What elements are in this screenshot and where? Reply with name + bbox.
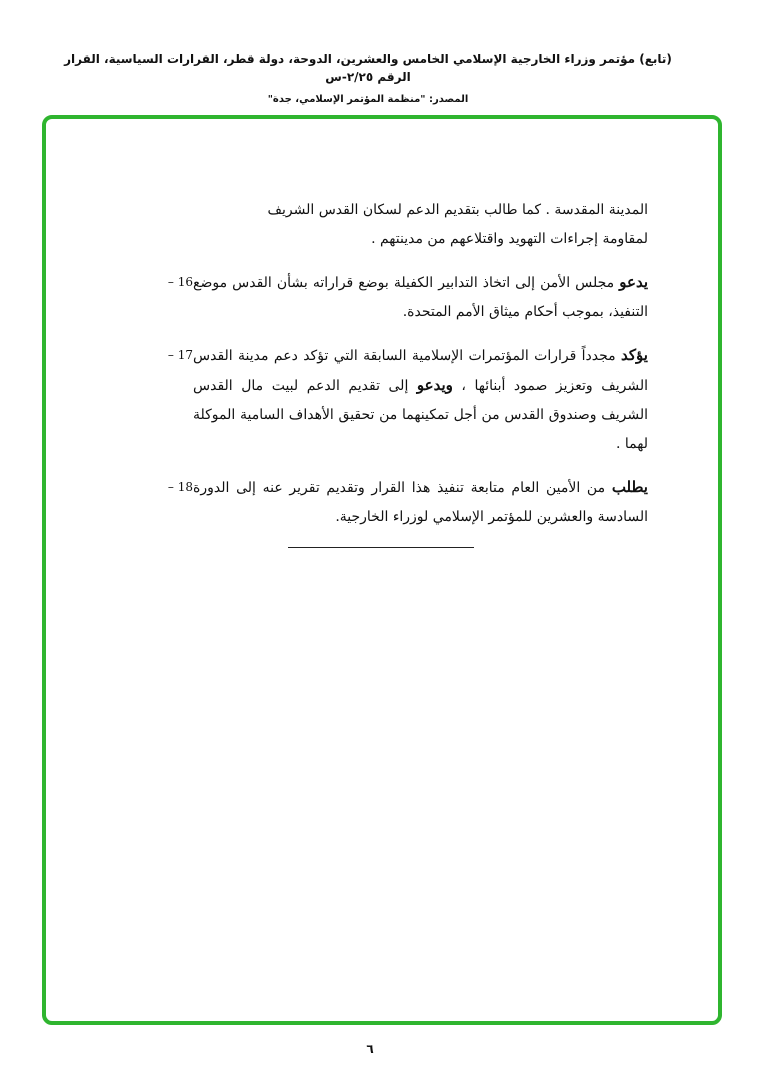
clause-17 — [136, 341, 648, 459]
clause-body: من الأمين العام متابعة تنفيذ هذا القرار وتقديم تقرير عنه إلى الدورة السادسة والعشرين للمؤتمر الإسلامي لوزراء الخارجية. — [193, 480, 648, 525]
end-divider — [288, 547, 474, 548]
clause-number — [148, 473, 193, 532]
clause-body: مجلس الأمن إلى اتخاذ التدابير الكفيلة بوضع قراراته بشأن القدس موضع التنفيذ، بموجب أحكام ميثاق الأمم المتحدة. — [193, 275, 648, 320]
clause-number — [148, 341, 193, 459]
clause-text — [193, 341, 648, 459]
page-number: ٦ — [366, 1042, 374, 1056]
document-body — [136, 196, 648, 532]
clause-keyword: يطلب — [611, 478, 648, 496]
clause-number-value: 18 — [177, 480, 193, 494]
clause-body-2: إلى تقديم الدعم لبيت مال القدس الشريف وصندوق القدس من أجل تمكينهما من تحقيق الأهداف السامية الموكلة لهما . — [193, 378, 648, 452]
clause-dash: – — [167, 275, 174, 289]
intro-paragraph: المدينة المقدسة . كما طالب بتقديم الدعم لسكان القدس الشريف لمقاومة إجراءات التهويد واقتلاعهم من مدينتهم . — [267, 202, 648, 247]
document-header — [60, 50, 676, 108]
clause-16 — [136, 268, 648, 327]
header-title: (تابع) مؤتمر وزراء الخارجية الإسلامي الخامس والعشرين، الدوحة، دولة قطر، القرارات السياسية، القرار الرقم ٢/٢٥-س — [64, 52, 672, 84]
clause-dash: – — [167, 348, 174, 362]
clause-number-value: 16 — [177, 275, 193, 289]
clause-text — [193, 268, 648, 327]
clause-keyword: يؤكد — [621, 346, 648, 364]
clause-body: مجدداً قرارات المؤتمرات الإسلامية السابقة التي تؤكد دعم مدينة القدس الشريف وتعزيز صمود أبنائها ، — [193, 348, 648, 394]
clause-keyword-2: ويدعو — [416, 376, 453, 394]
clause-dash: – — [167, 480, 174, 494]
clause-keyword: يدعو — [619, 273, 648, 291]
header-source: المصدر: "منظمة المؤتمر الإسلامي، جدة" — [267, 94, 469, 105]
clause-text — [193, 473, 648, 532]
clause-number — [148, 268, 193, 327]
clause-number-value: 17 — [177, 348, 193, 362]
clause-18 — [136, 473, 648, 532]
